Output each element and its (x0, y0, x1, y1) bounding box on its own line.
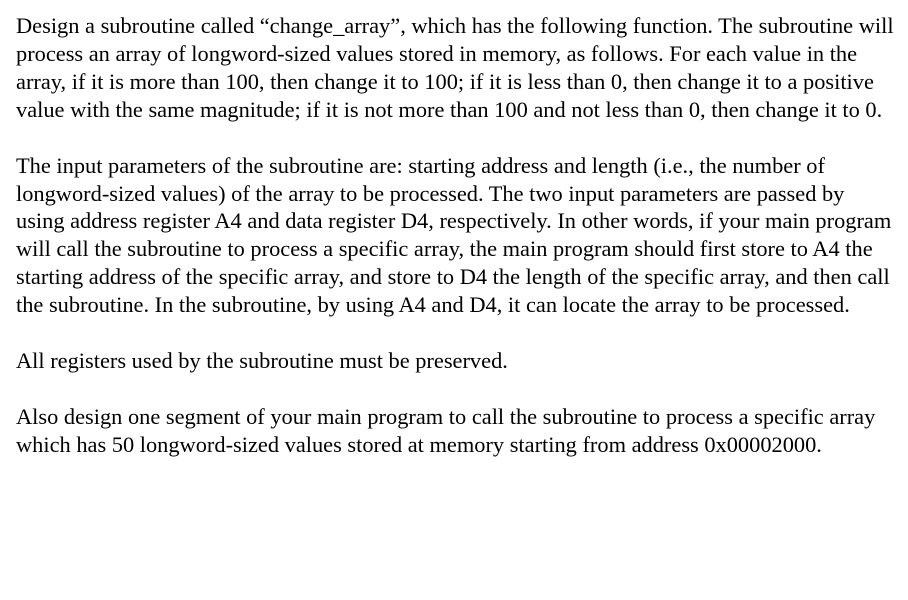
paragraph-main-program: Also design one segment of your main program to call the subroutine to process a specific array which has 50 longword-sized values stored at memory starting from address 0x00002000. (16, 403, 876, 457)
paragraph-register-preservation: All registers used by the subroutine must be preserved. (16, 348, 508, 374)
paragraph-spacer (16, 375, 896, 403)
paragraph-spacer (16, 319, 896, 347)
document-body (16, 12, 896, 459)
paragraph-input-parameters: The input parameters of the subroutine are: starting address and length (i.e., the number of longword-sized values) of the array to be processed. The two input parameters are passed by using address register A4 and data register D4, respectively. In other words, if your main program will call the subroutine to process a specific array, the main program should first store to A4 the starting address of the specific array, and store to D4 the length of the specific array, and then call the subroutine. In the subroutine, by using A4 and D4, it can locate the array to be processed. (16, 152, 892, 318)
paragraph-spacer (16, 124, 896, 152)
paragraph-subroutine-description: Design a subroutine called “change_array”, which has the following function. The subroutine will process an array of longword-sized values stored in memory, as follows. For each value in the array, if it is more than 100, then change it to 100; if it is less than 0, then change it to a positive value with the same magnitude; if it is not more than 100 and not less than 0, then change it to 0. (16, 13, 894, 122)
